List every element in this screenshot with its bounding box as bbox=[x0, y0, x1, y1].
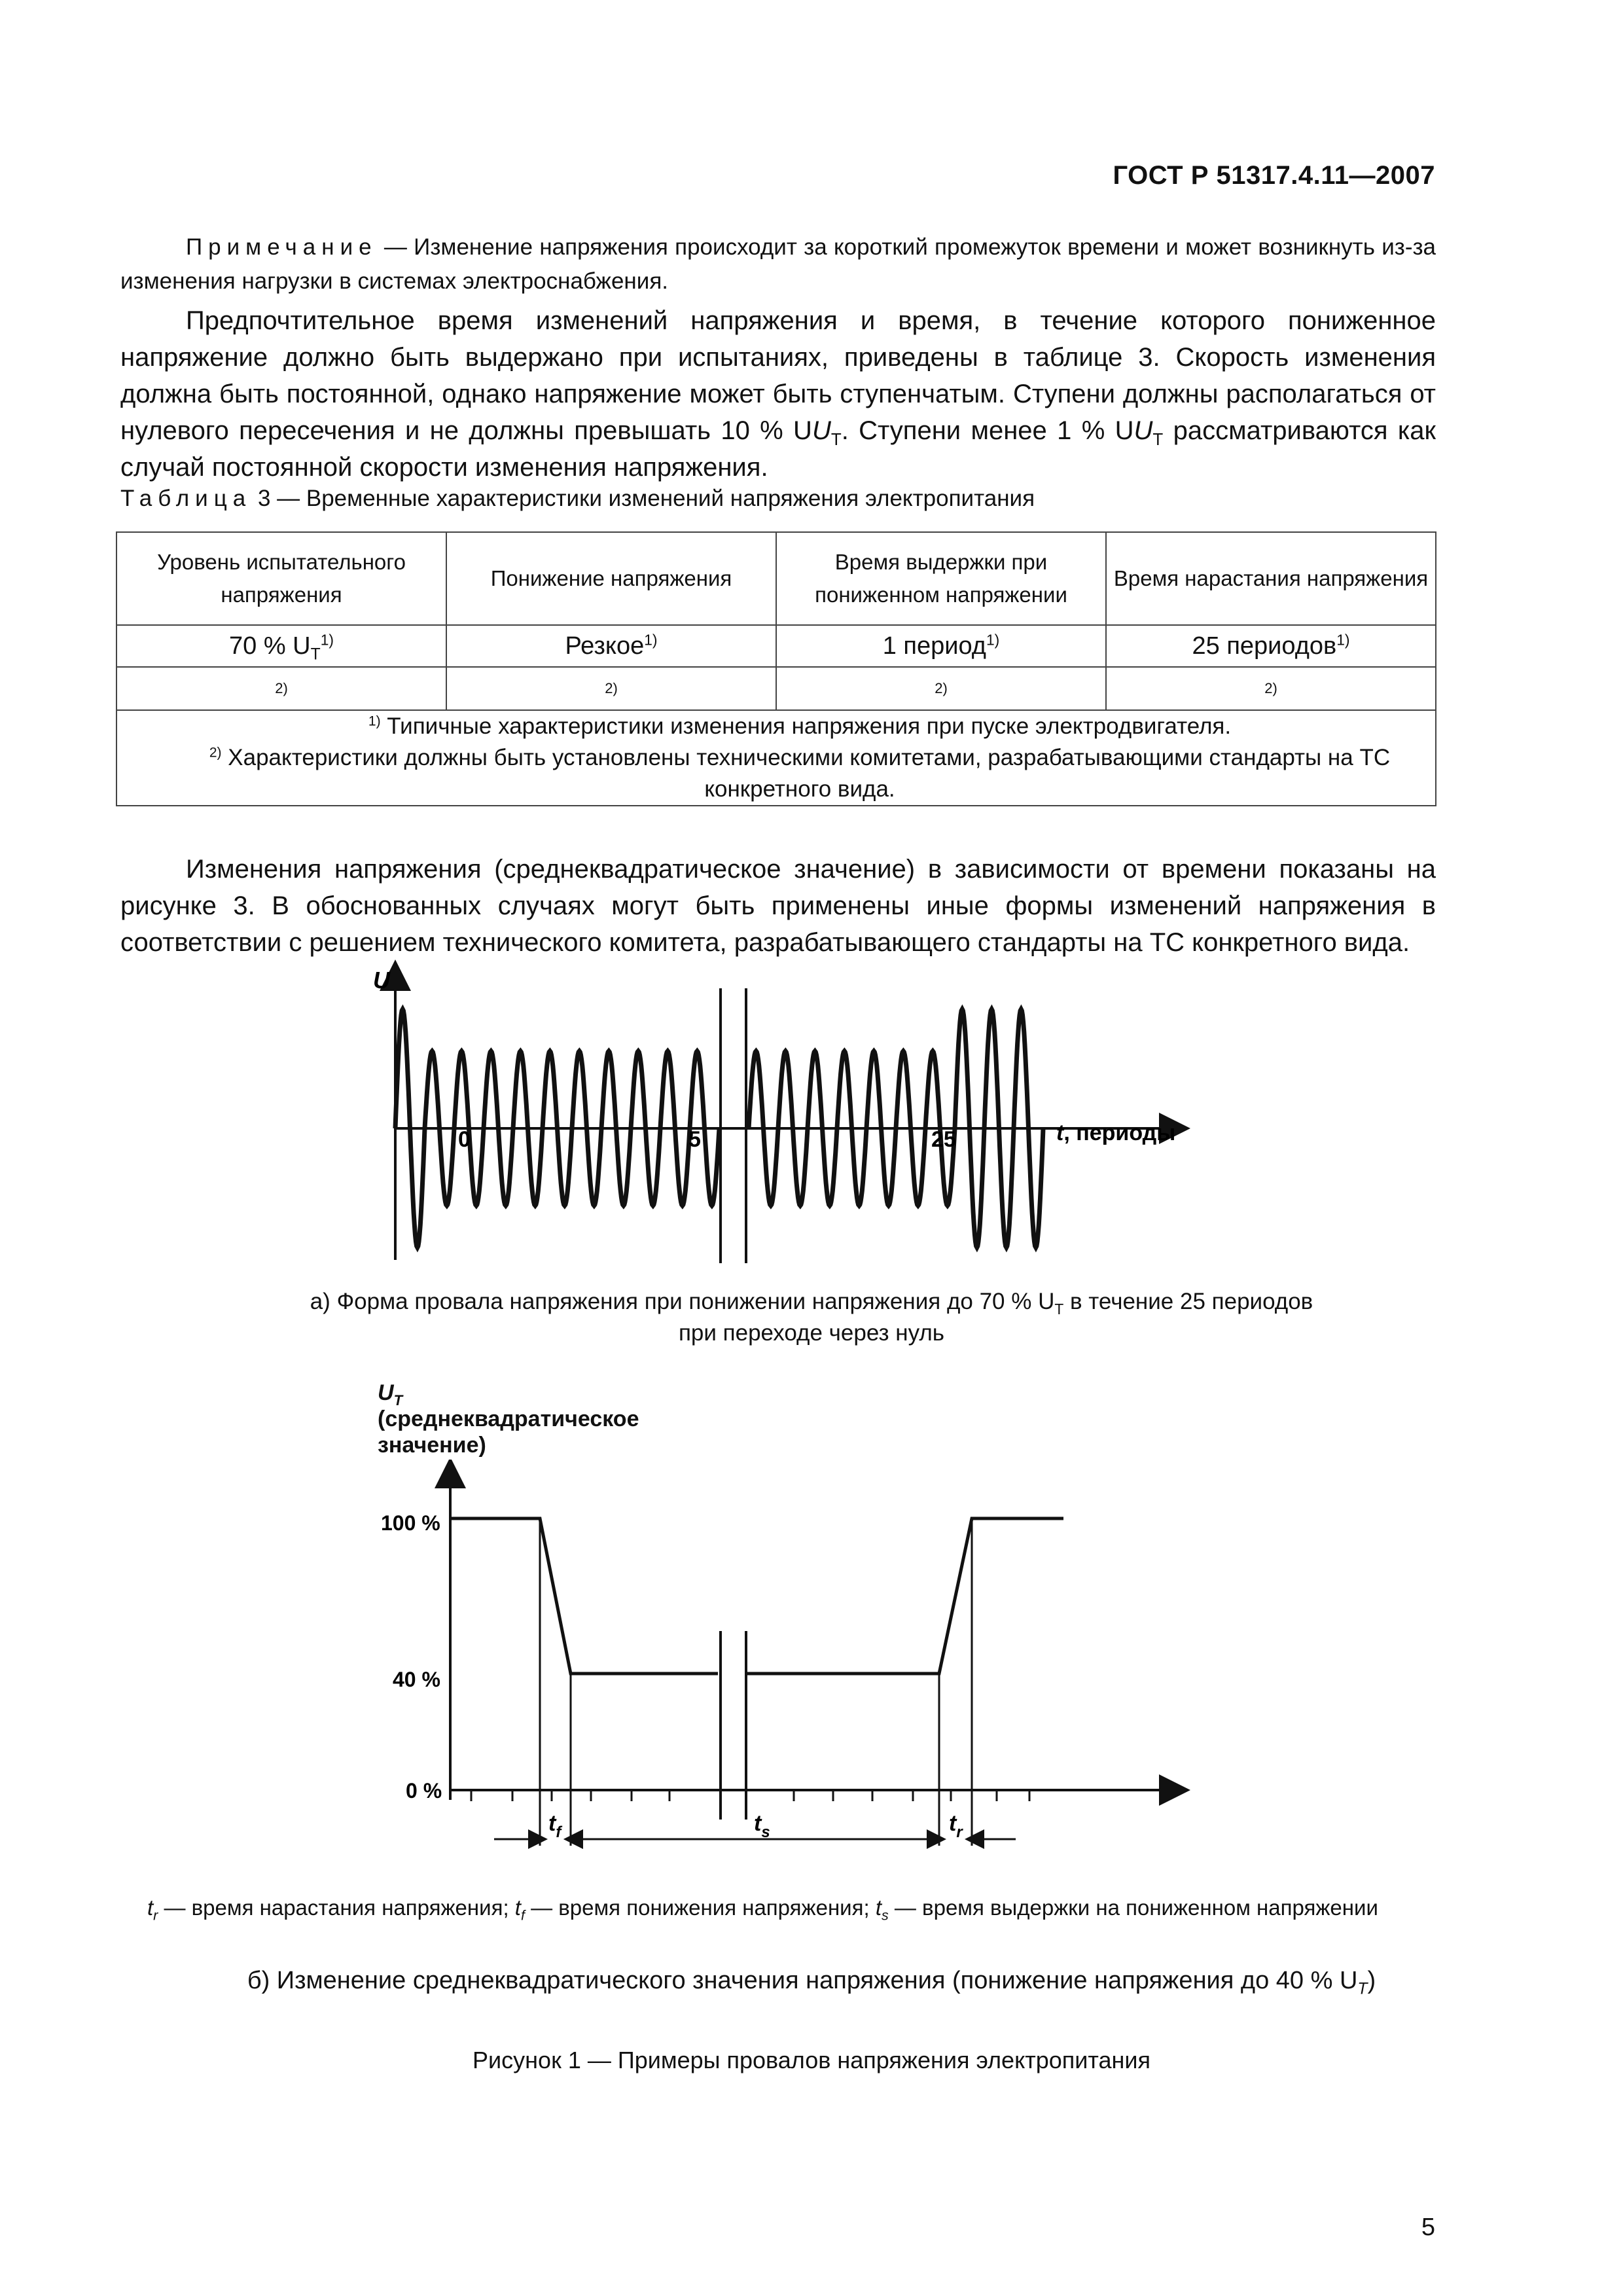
table-cell: 2) bbox=[776, 667, 1106, 710]
table-header-cell: Понижение напряжения bbox=[446, 532, 776, 625]
rms-curve-right bbox=[747, 1518, 1063, 1674]
tr-label: $t_r$ bbox=[949, 1811, 963, 1841]
figure-b-y-label: $U_T$ (среднеквадратическое значение) bbox=[378, 1380, 639, 1458]
note-text: — Изменение напряжения происходит за короткий промежуток времени и может возникнуть из-за изменения нагрузки в системах электроснабжения. bbox=[120, 234, 1436, 294]
note-label: Примечание bbox=[186, 234, 378, 260]
table-cell: 70 % $U_T^{1)}$ bbox=[116, 625, 446, 667]
page-number: 5 bbox=[1421, 2214, 1435, 2241]
table-footnotes: $^{1)}$ Типичные характеристики изменения напряжения при пуске электродвигателя. $^{2)}$ Характеристики должны быть установлены техническими комитетами, разрабатывающими стандарты на ТС конкретного вида. bbox=[116, 710, 1436, 806]
table-3 bbox=[116, 531, 1436, 806]
ts-label: $t_s$ bbox=[754, 1811, 770, 1841]
waveform-right bbox=[749, 1009, 1043, 1247]
x-axis-label: t, периоды bbox=[1056, 1121, 1176, 1145]
table-cell: 2) bbox=[446, 667, 776, 710]
table-header-cell: Уровень испытательного напряжения bbox=[116, 532, 446, 625]
table-header-cell: Время нарастания напряжения bbox=[1106, 532, 1436, 625]
x-ticks bbox=[471, 1790, 1029, 1801]
figure-a-caption: а) Форма провала напряжения при понижении напряжения до 70 % $U_T$ в течение 25 периодов при переходе через нуль bbox=[310, 1289, 1313, 1346]
y-axis-label: U bbox=[373, 967, 390, 994]
figure-b-legend: $t_r$ — время нарастания напряжения; $t_f$ — время понижения напряжения; $t_s$ — время выдержки на пониженном напряжении bbox=[147, 1895, 1378, 1924]
figure-b-caption: б) Изменение среднеквадратического значения напряжения (понижение напряжения до 40 % $U_T$) bbox=[247, 1967, 1376, 1998]
table-cell: 1 период$^{1)}$ bbox=[776, 625, 1106, 667]
figure-title: Рисунок 1 — Примеры провалов напряжения электропитания bbox=[473, 2047, 1150, 2073]
table-cell: 25 периодов$^{1)}$ bbox=[1106, 625, 1436, 667]
note-paragraph bbox=[120, 230, 1436, 298]
level-100: 100 % bbox=[381, 1511, 440, 1535]
rms-curve-left bbox=[450, 1518, 718, 1674]
paragraph-2: Изменения напряжения (среднеквадратическое значение) в зависимости от времени показаны на рисунке 3. В обоснованных случаях могут быть применены иные формы изменений напряжения в соответствии с решением технического комитета, разрабатывающего стандарты на ТС конкретного вида. bbox=[120, 855, 1436, 957]
figure-b-rms-chart bbox=[366, 1460, 1217, 1878]
document-header: ГОСТ Р 51317.4.11—2007 bbox=[1113, 161, 1435, 190]
interval-markers bbox=[540, 1518, 972, 1846]
paragraph-1: Предпочтительное время изменений напряжения и время, в течение которого пониженное напряжение должно быть выдержано при испытаниях, приведены в таблице 3. Скорость изменения должна быть постоянной, однако напряжение может быть ступенчатым. Ступени должны располагаться от нулевого пересечения и не должны превышать 10 % $UU_T$. Ступени менее 1 % $UU_T$ рассматриваются как случай постоянной скорости изменения напряжения. bbox=[120, 306, 1436, 482]
level-0: 0 % bbox=[406, 1779, 442, 1803]
tf-label: $t_f$ bbox=[548, 1811, 562, 1841]
figure-a-waveform bbox=[366, 956, 1217, 1270]
table-cell: Резкое$^{1)}$ bbox=[446, 625, 776, 667]
table-cell: 2) bbox=[116, 667, 446, 710]
table-header-cell: Время выдержки при пониженном напряжении bbox=[776, 532, 1106, 625]
tick-label-25: 25 bbox=[931, 1127, 956, 1152]
level-40: 40 % bbox=[393, 1668, 440, 1691]
table-caption: Таблица 3 — Временные характеристики изменений напряжения электропитания bbox=[120, 486, 1035, 511]
tick-label-0: 0 bbox=[458, 1127, 471, 1152]
table-cell: 2) bbox=[1106, 667, 1436, 710]
tick-label-5: 5 bbox=[688, 1127, 701, 1152]
